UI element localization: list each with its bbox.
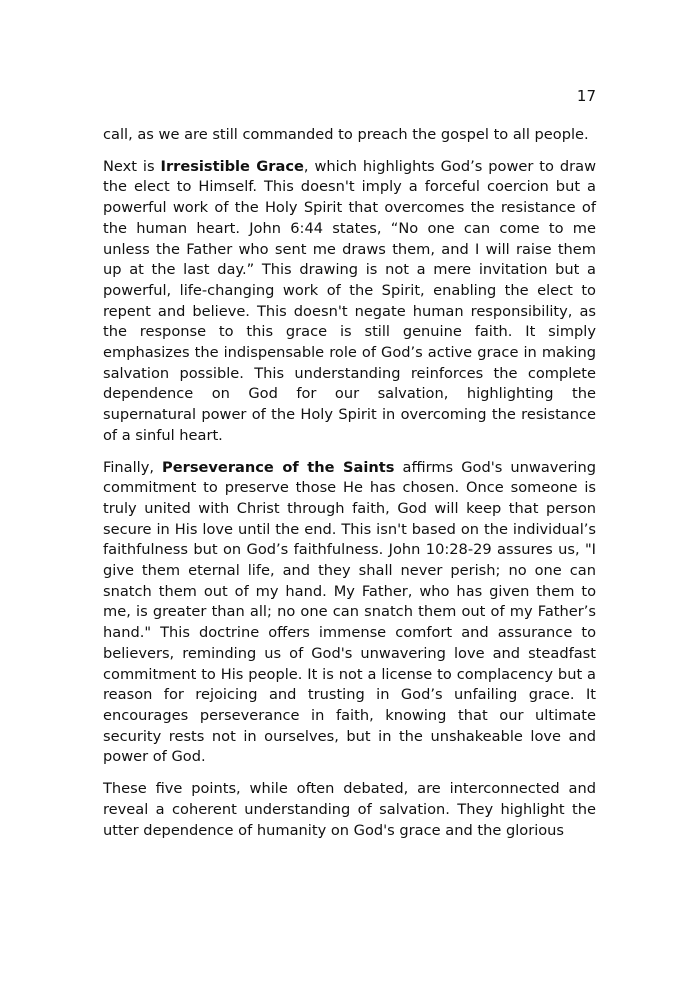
paragraph-five-points xyxy=(103,779,596,841)
term-perseverance-of-the-saints: Perseverance of the Saints xyxy=(162,458,395,476)
paragraph-text: call, as we are still commanded to preach the gospel to all people. xyxy=(103,126,589,143)
paragraph-perseverance xyxy=(103,458,596,769)
paragraph-irresistible-grace xyxy=(103,157,596,447)
paragraph-text: , which highlights God’s power to draw the elect to Himself. This doesn't imply a forceful coercion but a powerful work of the Holy Spirit that overcomes the resistance of the human heart. John 6:44 states, “No one can come to me unless the Father who sent me draws them, and I will raise them up at the last day.” This drawing is not a mere invitation but a powerful, life-changing work of the Spirit, enabling the elect to repent and believe. This doesn't negate human responsibility, as the response to this grace is still genuine faith. It simply emphasizes the indispensable role of God’s active grace in making salvation possible. This understanding reinforces the complete dependence on God for our salvation, highlighting the supernatural power of the Holy Spirit in overcoming the resistance of a sinful heart. xyxy=(103,157,597,444)
paragraph-text: affirms God's unwavering commitment to preserve those He has chosen. Once someone is truly united with Christ through faith, God will keep that person secure in His love until the end. This isn't based on the individual’s faithfulness but on God’s faithfulness. John 10:28-29 assures us, "I give them eternal life, and they shall never perish; no one can snatch them out of my hand. My Father, who has given them to me, is greater than all; no one can snatch them out of my Father’s hand." This doctrine offers immense comfort and assurance to believers, reminding us of God's unwavering love and steadfast commitment to His people. It is not a license to complacency but a reason for rejoicing and trusting in God’s unfailing grace. It encourages perseverance in faith, knowing that our ultimate security rests not in ourselves, but in the unshakeable love and power of God. xyxy=(103,458,596,766)
paragraph-text: These five points, while often debated, are interconnected and reveal a coherent understanding of salvation. They highlight the utter dependence of humanity on God's grace and the glorious xyxy=(103,780,596,839)
paragraph-lead: Next is xyxy=(103,157,161,175)
paragraph-lead: Finally, xyxy=(103,458,163,476)
paragraph-continuation xyxy=(103,125,596,146)
page-body xyxy=(103,125,596,841)
term-irresistible-grace: Irresistible Grace xyxy=(160,157,304,175)
page-number: 17 xyxy=(576,87,596,105)
